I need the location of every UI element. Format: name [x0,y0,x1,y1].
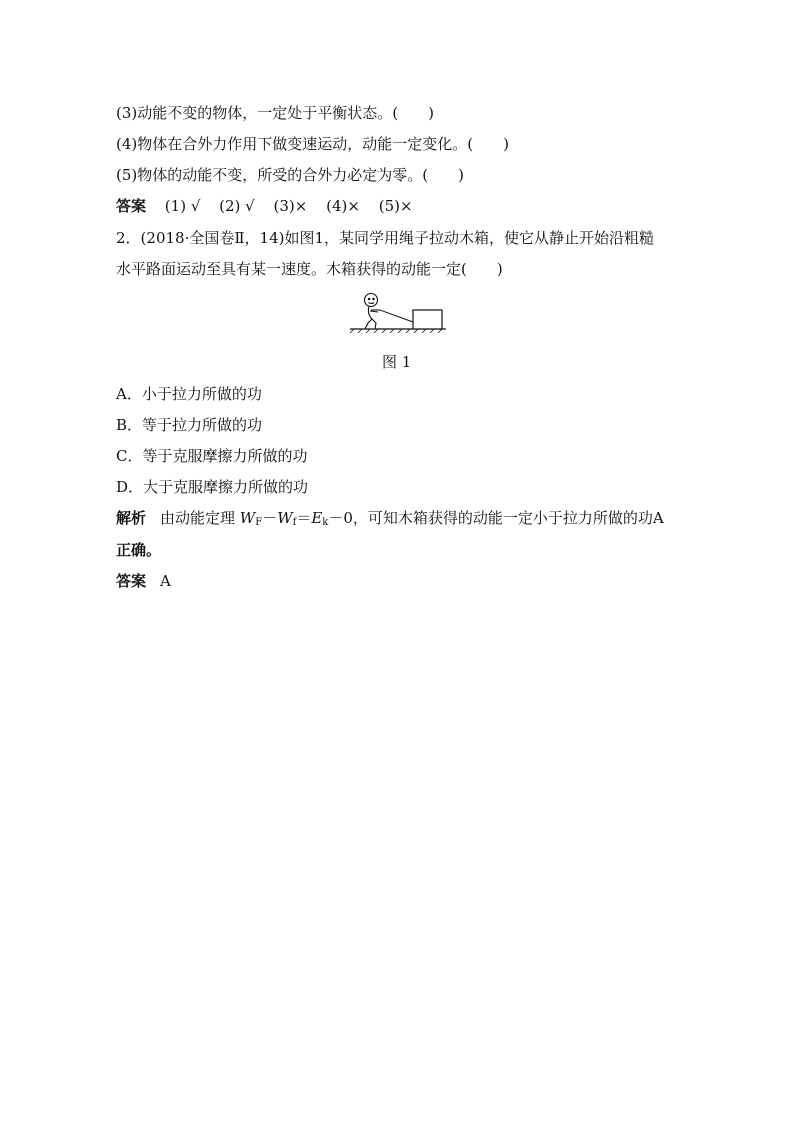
option-c: C．等于克服摩擦力所做的功 [116,447,308,465]
ground-hatch [350,329,442,333]
answer-label: 答案 [116,197,147,215]
figure-person-pulling-box [348,290,448,334]
person [365,294,381,330]
rope [380,310,413,322]
wooden-box [413,310,442,329]
answer-label: 答案 [116,572,147,590]
question-2-line-2: 水平路面运动至具有某一速度。木箱获得的动能一定( ) [116,260,503,278]
statement-3: (3)动能不变的物体，一定处于平衡状态。( ) [116,104,434,122]
analysis-label: 解析 [116,509,147,527]
var-w: W [239,509,256,527]
statement-5: (5)物体的动能不变，所受的合外力必定为零。( ) [116,166,464,184]
answer-item: (5)× [378,197,413,215]
var-w: W [277,509,293,527]
analysis-line-1 [116,508,664,528]
equals-sign: ＝ [296,509,312,527]
option-a: A．小于拉力所做的功 [116,385,262,403]
var-e: E [311,509,323,527]
sub-k: k [322,517,329,528]
analysis-line-2: 正确。 [116,541,162,559]
answer-line-2 [116,571,171,591]
statement-4: (4)物体在合外力作用下做变速运动，动能一定变化。( ) [116,135,509,153]
analysis-text-post: －0，可知木箱获得的动能一定小于拉力所做的功A [328,509,664,527]
option-b: B．等于拉力所做的功 [116,416,263,434]
answer-line-1 [116,196,427,216]
answer-value: A [160,572,171,590]
minus-sign: － [262,509,278,527]
sub-f: F [255,517,263,528]
answer-item: (2) √ [219,197,255,215]
answer-item: (3)× [273,197,308,215]
sub-f: f [292,517,297,528]
figure-caption: 图 1 [382,353,412,371]
option-d: D．大于克服摩擦力所做的功 [116,478,309,496]
answer-item: (4)× [326,197,360,215]
question-2-line-1: 2．(2018·全国卷Ⅱ，14)如图1，某同学用绳子拉动木箱，使它从静止开始沿粗糙 [116,229,655,247]
analysis-text-pre: 由动能定理 [160,509,240,527]
answer-item: (1) √ [164,197,201,215]
